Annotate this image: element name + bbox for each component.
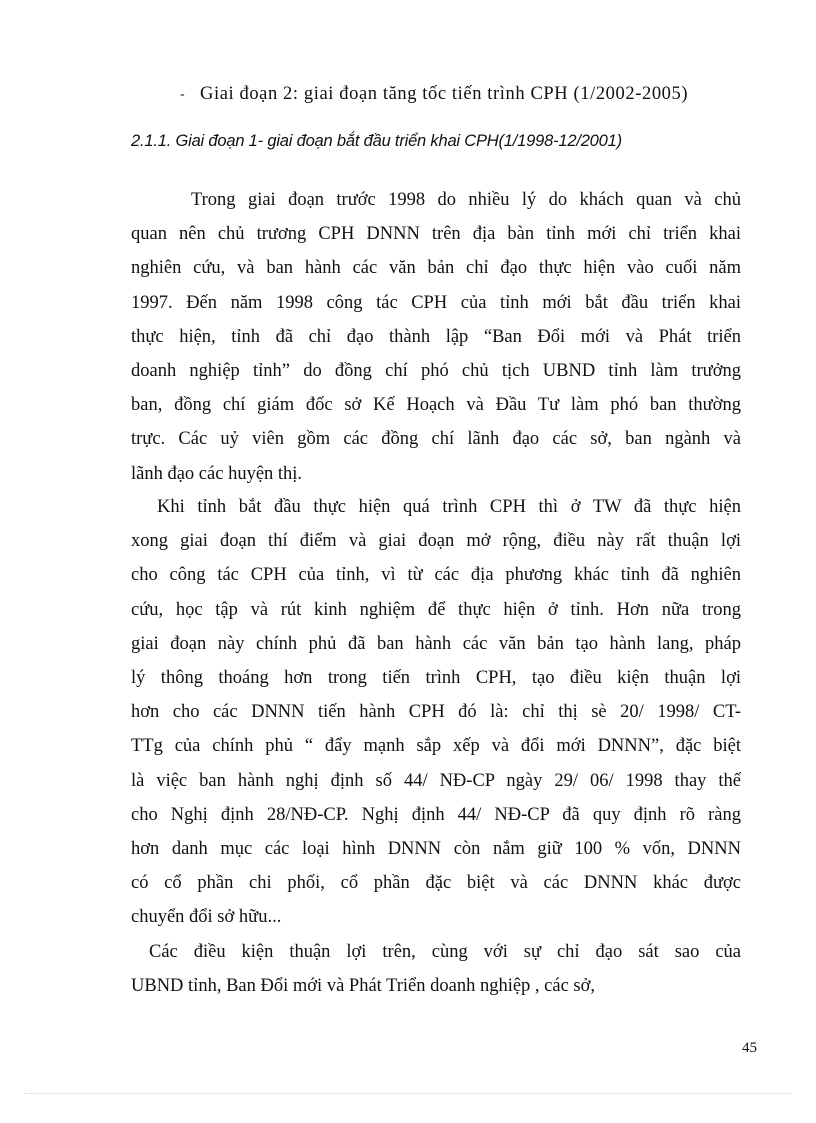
- paragraph-line: Các điều kiện thuận lợi trên, cùng với sự chỉ đạo sát sao của: [149, 942, 741, 962]
- paragraph-line: Trong giai đoạn trước 1998 do nhiều lý do khách quan và chủ: [191, 190, 741, 210]
- paragraph-line: TTg của chính phủ “ đẩy mạnh sắp xếp và đổi mới DNNN”, đặc biệt: [131, 736, 741, 757]
- page-divider: [24, 1093, 792, 1094]
- paragraph-line: UBND tỉnh, Ban Đổi mới và Phát Triển doanh nghiệp , các sở,: [131, 976, 596, 997]
- paragraph-line: là việc ban hành nghị định số 44/ NĐ-CP ngày 29/ 06/ 1998 thay thế: [131, 770, 741, 791]
- paragraph-line: ban, đồng chí giám đốc sở Kế Hoạch và Đầu Tư làm phó ban thường: [131, 395, 741, 416]
- paragraph-3: [131, 935, 741, 1003]
- paragraph-line: cứu, học tập và rút kinh nghiệm để thực hiện ở tỉnh. Hơn nữa trong: [131, 599, 741, 620]
- paragraph-line: có cổ phần chi phối, cổ phần đặc biệt và các DNNN khác được: [131, 873, 741, 894]
- paragraph-line: nghiên cứu, và ban hành các văn bản chỉ đạo thực hiện vào cuối năm: [131, 258, 741, 279]
- paragraph-line: trực. Các uỷ viên gồm các đồng chí lãnh đạo các sở, ban ngành và: [131, 429, 741, 450]
- paragraph-line: lãnh đạo các huyện thị.: [131, 463, 303, 484]
- bullet-marker: -: [180, 87, 186, 102]
- paragraph-line: doanh nghiệp tỉnh” do đồng chí phó chủ tịch UBND tỉnh làm trưởng: [131, 360, 741, 381]
- paragraph-line: Khi tỉnh bắt đầu thực hiện quá trình CPH thì ở TW đã thực hiện: [157, 497, 741, 517]
- paragraph-line: xong giai đoạn thí điểm và giai đoạn mở rộng, điều này rất thuận lợi: [131, 531, 741, 552]
- paragraph-line: cho Nghị định 28/NĐ-CP. Nghị định 44/ NĐ-CP đã quy định rõ ràng: [131, 804, 741, 825]
- page-number: 45: [742, 1040, 757, 1056]
- section-heading: 2.1.1. Giai đoạn 1- giai đoạn bắt đầu triển khai CPH(1/1998-12/2001): [131, 132, 622, 150]
- paragraph-line: 1997. Đến năm 1998 công tác CPH của tỉnh mới bắt đầu triển khai: [131, 292, 741, 313]
- paragraph-line: quan nên chủ trương CPH DNNN trên địa bàn tỉnh mới chỉ triển khai: [131, 224, 741, 245]
- paragraph-2: [131, 490, 741, 934]
- bullet-item: [180, 84, 688, 105]
- paragraph-line: hơn cho các DNNN tiến hành CPH đó là: chỉ thị sè 20/ 1998/ CT-: [131, 702, 741, 723]
- paragraph-line: hơn danh mục các loại hình DNNN còn nắm giữ 100 % vốn, DNNN: [131, 838, 741, 859]
- paragraph-line: lý thông thoáng hơn trong tiến trình CPH, tạo điều kiện thuận lợi: [131, 667, 741, 688]
- paragraph-line: chuyển đổi sở hữu...: [131, 907, 282, 928]
- paragraph-line: giai đoạn này chính phủ đã ban hành các văn bản tạo hành lang, pháp: [131, 633, 741, 654]
- paragraph-1: [131, 183, 741, 491]
- bullet-text: Giai đoạn 2: giai đoạn tăng tốc tiến trình CPH (1/2002-2005): [200, 84, 689, 104]
- paragraph-line: cho công tác CPH của tỉnh, vì từ các địa phương khác tỉnh đã nghiên: [131, 565, 741, 586]
- paragraph-line: thực hiện, tỉnh đã chỉ đạo thành lập “Ban Đổi mới và Phát triển: [131, 326, 741, 347]
